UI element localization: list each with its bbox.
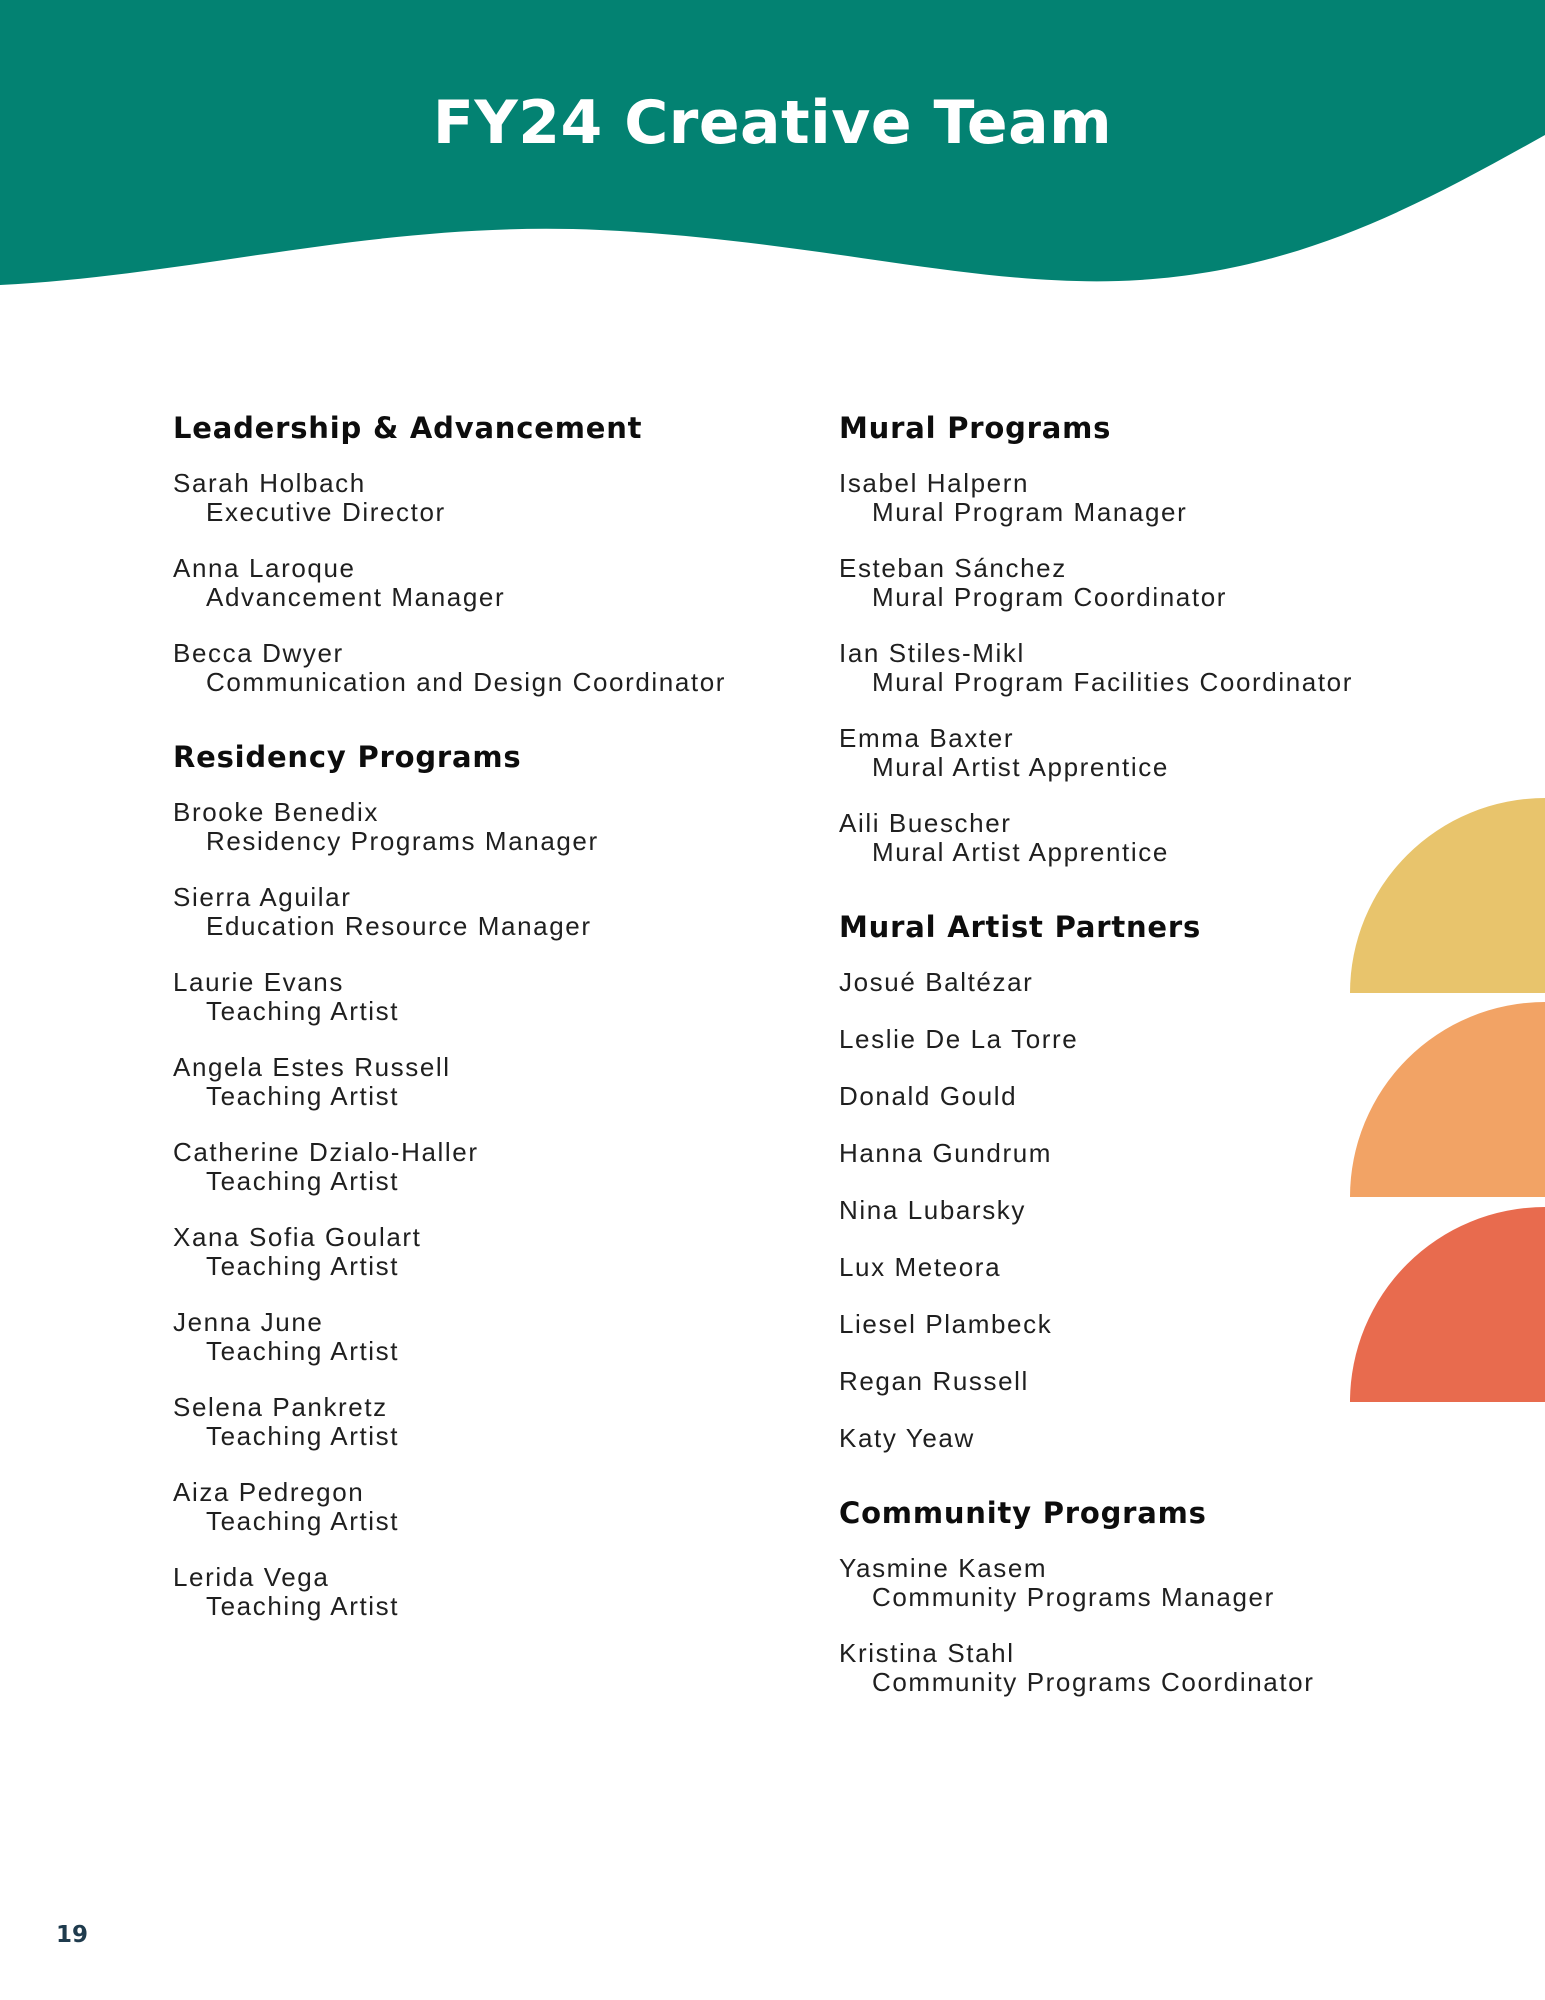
staff-name: Aiza Pedregon bbox=[173, 1477, 365, 1507]
section bbox=[839, 408, 1399, 867]
orange-half-circle bbox=[1350, 1002, 1545, 1197]
staff-entry bbox=[839, 1639, 1399, 1697]
section-heading: Mural Programs bbox=[839, 411, 1112, 445]
staff-entry bbox=[173, 1223, 813, 1281]
staff-role: Mural Program Coordinator bbox=[872, 582, 1228, 612]
staff-role: Teaching Artist bbox=[206, 1591, 400, 1621]
yellow-half-circle bbox=[1350, 798, 1545, 993]
staff-entry bbox=[173, 1563, 813, 1621]
staff-name: Yasmine Kasem bbox=[839, 1553, 1048, 1583]
staff-role: Community Programs Manager bbox=[872, 1582, 1275, 1612]
staff-entry bbox=[839, 1310, 1399, 1339]
staff-entry bbox=[839, 554, 1399, 612]
staff-name: Josué Baltézar bbox=[839, 967, 1034, 997]
staff-role: Teaching Artist bbox=[206, 996, 400, 1026]
staff-name: Becca Dwyer bbox=[173, 638, 344, 668]
staff-entry bbox=[173, 1138, 813, 1196]
left-column bbox=[173, 408, 813, 1661]
red-half-circle bbox=[1350, 1207, 1545, 1402]
staff-entry bbox=[839, 1082, 1399, 1111]
staff-name: Sierra Aguilar bbox=[173, 882, 352, 912]
staff-name: Xana Sofia Goulart bbox=[173, 1222, 422, 1252]
staff-entry bbox=[839, 724, 1399, 782]
staff-name: Isabel Halpern bbox=[839, 468, 1030, 498]
section-heading: Leadership & Advancement bbox=[173, 411, 643, 445]
staff-entry bbox=[173, 798, 813, 856]
staff-entry bbox=[839, 1139, 1399, 1168]
staff-name: Regan Russell bbox=[839, 1366, 1029, 1396]
staff-role: Mural Program Manager bbox=[872, 497, 1188, 527]
staff-name: Emma Baxter bbox=[839, 723, 1015, 753]
decorative-half-circles bbox=[1350, 795, 1545, 1405]
staff-name: Catherine Dzialo-Haller bbox=[173, 1137, 479, 1167]
staff-name: Brooke Benedix bbox=[173, 797, 379, 827]
staff-role: Advancement Manager bbox=[206, 582, 506, 612]
staff-name: Anna Laroque bbox=[173, 553, 356, 583]
staff-role: Teaching Artist bbox=[206, 1336, 400, 1366]
staff-name: Lux Meteora bbox=[839, 1252, 1002, 1282]
page-number: 19 bbox=[56, 1922, 89, 1948]
staff-name: Selena Pankretz bbox=[173, 1392, 388, 1422]
staff-entry bbox=[839, 1367, 1399, 1396]
staff-role: Teaching Artist bbox=[206, 1506, 400, 1536]
staff-name: Jenna June bbox=[173, 1307, 324, 1337]
page-title: FY24 Creative Team bbox=[432, 88, 1113, 158]
staff-entry bbox=[839, 1253, 1399, 1282]
right-column bbox=[839, 408, 1399, 1737]
section bbox=[173, 737, 813, 1621]
staff-name: Esteban Sánchez bbox=[839, 553, 1067, 583]
section bbox=[839, 907, 1399, 1453]
staff-role: Teaching Artist bbox=[206, 1421, 400, 1451]
staff-role: Teaching Artist bbox=[206, 1251, 400, 1281]
staff-entry bbox=[839, 1554, 1399, 1612]
staff-entry bbox=[173, 1393, 813, 1451]
staff-entry bbox=[839, 1424, 1399, 1453]
section-heading: Community Programs bbox=[839, 1496, 1207, 1530]
staff-name: Donald Gould bbox=[839, 1081, 1018, 1111]
staff-role: Education Resource Manager bbox=[206, 911, 592, 941]
section bbox=[839, 1493, 1399, 1697]
staff-entry bbox=[173, 883, 813, 941]
staff-entry bbox=[173, 554, 813, 612]
staff-entry bbox=[173, 1478, 813, 1536]
staff-entry bbox=[173, 968, 813, 1026]
staff-role: Teaching Artist bbox=[206, 1166, 400, 1196]
staff-entry bbox=[173, 1308, 813, 1366]
staff-entry bbox=[173, 469, 813, 527]
section bbox=[173, 408, 813, 697]
staff-entry bbox=[839, 1196, 1399, 1225]
staff-name: Angela Estes Russell bbox=[173, 1052, 451, 1082]
staff-name: Kristina Stahl bbox=[839, 1638, 1015, 1668]
staff-role: Mural Artist Apprentice bbox=[872, 837, 1169, 867]
staff-name: Laurie Evans bbox=[173, 967, 344, 997]
staff-entry bbox=[839, 1025, 1399, 1054]
staff-role: Teaching Artist bbox=[206, 1081, 400, 1111]
staff-entry bbox=[839, 809, 1399, 867]
staff-role: Mural Artist Apprentice bbox=[872, 752, 1169, 782]
staff-role: Communication and Design Coordinator bbox=[206, 667, 727, 697]
staff-name: Leslie De La Torre bbox=[839, 1024, 1079, 1054]
staff-name: Liesel Plambeck bbox=[839, 1309, 1053, 1339]
staff-role: Executive Director bbox=[206, 497, 446, 527]
staff-entry bbox=[839, 469, 1399, 527]
staff-role: Residency Programs Manager bbox=[206, 826, 599, 856]
staff-entry bbox=[839, 968, 1399, 997]
staff-role: Mural Program Facilities Coordinator bbox=[872, 667, 1353, 697]
staff-entry bbox=[173, 639, 813, 697]
staff-name: Ian Stiles-Mikl bbox=[839, 638, 1025, 668]
staff-entry bbox=[173, 1053, 813, 1111]
section-heading: Mural Artist Partners bbox=[839, 910, 1202, 944]
section-heading: Residency Programs bbox=[173, 740, 522, 774]
staff-name: Hanna Gundrum bbox=[839, 1138, 1053, 1168]
staff-name: Lerida Vega bbox=[173, 1562, 330, 1592]
staff-name: Nina Lubarsky bbox=[839, 1195, 1026, 1225]
staff-entry bbox=[839, 639, 1399, 697]
staff-name: Sarah Holbach bbox=[173, 468, 366, 498]
staff-name: Aili Buescher bbox=[839, 808, 1012, 838]
staff-role: Community Programs Coordinator bbox=[872, 1667, 1315, 1697]
staff-name: Katy Yeaw bbox=[839, 1423, 975, 1453]
